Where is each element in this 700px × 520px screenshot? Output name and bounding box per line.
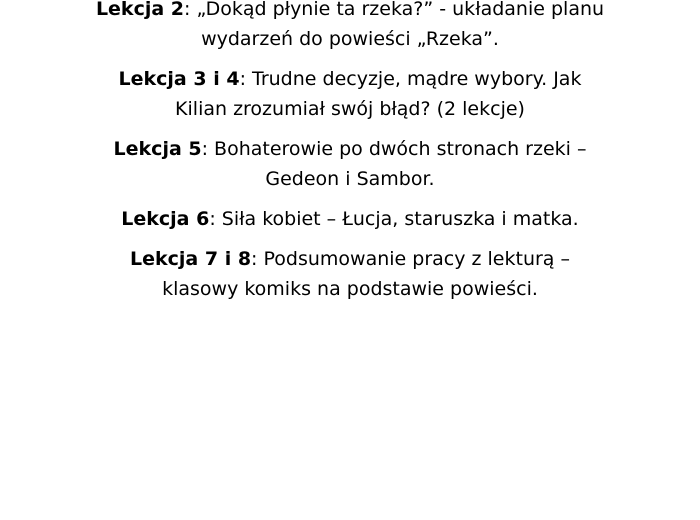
lesson-item	[90, 64, 610, 124]
lesson-item	[90, 0, 610, 54]
lesson-description: : Siła kobiet – Łucja, staruszka i matka.	[209, 208, 579, 230]
lesson-item	[90, 134, 610, 194]
lesson-description: : Podsumowanie pracy z lekturą – klasowy komiks na podstawie powieści.	[162, 248, 570, 300]
lesson-description: : Trudne decyzje, mądre wybory. Jak Kilian zrozumiał swój błąd? (2 lekcje)	[175, 68, 582, 120]
lesson-label: Lekcja 2	[95, 0, 184, 20]
lesson-description: : „Dokąd płynie ta rzeka?” - układanie planu wydarzeń do powieści „Rzeka”.	[184, 0, 605, 50]
lesson-label: Lekcja 7 i 8	[130, 248, 252, 270]
lesson-item	[90, 244, 610, 304]
lesson-description: : Bohaterowie po dwóch stronach rzeki – Gedeon i Sambor.	[201, 138, 587, 190]
lesson-label: Lekcja 3 i 4	[118, 68, 240, 90]
lesson-label: Lekcja 5	[113, 138, 202, 160]
lesson-list	[90, 0, 610, 314]
lesson-item	[90, 204, 610, 234]
lesson-label: Lekcja 6	[121, 208, 210, 230]
